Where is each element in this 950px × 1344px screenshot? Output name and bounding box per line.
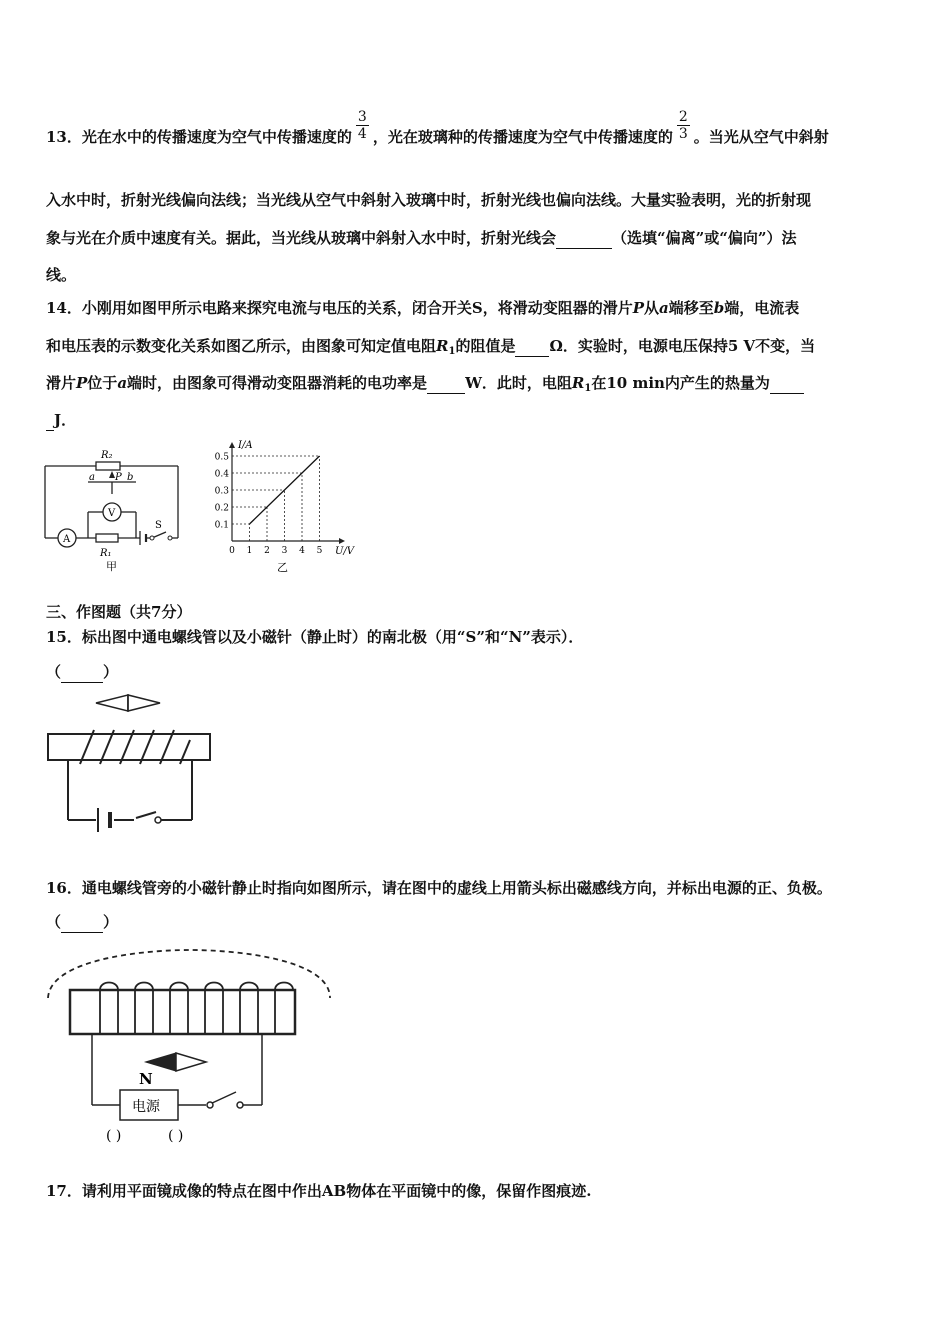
y-tick-label-4: 0.5 [214,452,229,463]
x-axis-arrow [339,538,345,544]
q13-answer-blank[interactable] [556,228,612,249]
q14-line2 [46,336,904,362]
x-tick-label-0: 0 [229,546,235,556]
switch-contact-right [168,536,172,540]
label-a-meter: A [63,534,71,545]
polarity-paren-right[interactable]: ( ) [168,1128,184,1144]
q14-l2-r: R [436,337,449,355]
power-source-label: 电源 [132,1099,160,1115]
y-axis-label: I/A [238,440,253,451]
q13-line3 [46,228,904,249]
q16-answer-close: ） [103,913,119,931]
q14-l3-c: 端时，由图象可得滑动变阻器消耗的电功率是 [127,374,428,392]
label-a: a [89,472,95,483]
q14-l2-r-sub: 1 [448,346,456,357]
solenoid-core [48,734,210,760]
q14-l2-b: 的阻值是 [455,337,516,355]
switch-contact-left [150,536,154,540]
frac2-numerator: 2 [678,108,688,125]
q13-line1 [46,108,904,147]
q14-l3-r: R [571,374,585,392]
r2-resistor [96,462,120,470]
q16-answer-blank[interactable] [61,912,103,933]
switch-contact-right [237,1102,243,1108]
q14-l1-p: P [632,299,644,317]
q14-line1 [46,298,904,318]
q14-l3-b: 位于 [87,374,118,392]
q14-l2-a: 和电压表的示数变化关系如图乙所示，由图象可知定值电阻 [46,337,437,355]
x-tick-label-2: 2 [264,546,270,556]
label-s: S [155,520,162,531]
y-axis-arrow [229,442,235,448]
q14-l1-b-end: b [713,299,725,317]
x-tick-label-1: 1 [246,546,253,556]
label-b: b [127,472,134,483]
switch-contact-left [207,1102,213,1108]
q14-l4: J． [54,411,77,429]
q13-fraction-2-3 [677,109,690,142]
q16-answer-open: （ [46,913,62,931]
label-p: P [115,472,122,483]
x-axis-label: U/V [335,546,355,557]
label-v: V [108,508,116,519]
q14-power-blank[interactable] [427,373,465,394]
q14-l3-e: 在10 min内产生的热量为 [591,374,770,392]
q14-l2-c: Ω．实验时，电源电压保持5 V不变，当 [549,337,816,355]
q14-l1-d: 端，电流表 [724,299,800,317]
q15-answer-open: （ [46,663,62,681]
q14-l3-p: P [76,374,88,392]
r1-resistor [96,534,118,542]
section3-title: 三、作图题（共7分） [46,603,192,621]
x-tick-label-5: 5 [316,546,323,556]
y-tick-label-3: 0.4 [214,469,229,480]
q13-line3-a: 象与光在介质中速度有关。据此，当光线从玻璃中斜射入水中时，折射光线会 [46,229,557,247]
q14-line3 [46,373,904,399]
frac1-denominator: 4 [357,125,367,142]
q14-l3-a: 滑片 [46,374,77,392]
q14-heat-blank-b[interactable] [46,410,54,431]
magnetic-needle [146,1053,206,1071]
q13-line1-b: ，光在玻璃种的传播速度为空气中传播速度的 [372,128,673,146]
q13-line1-c: 。当光从空气中斜射 [693,128,829,146]
frac2-denominator: 3 [678,125,688,142]
q13-line2: 入水中时，折射光线偏向法线；当光线从空气中斜射入玻璃中时，折射光线也偏向法线。大量实验表明，光的折射现 [46,191,812,209]
q13-line3-b: （选填“偏离”或“偏向”）法 [612,229,797,247]
q14-l3-a-end: a [117,374,128,392]
q14-l1-b: 从 [644,299,660,317]
frac1-numerator: 3 [357,108,367,125]
needle-n-label: N [139,1070,153,1088]
q14-heat-blank-a[interactable] [770,373,804,394]
y-tick-label-0: 0.1 [214,520,229,531]
q14-l3-r-sub: 1 [584,383,592,394]
q14-circuit-diagram [40,446,190,574]
q14-line4 [46,410,904,431]
q14-iu-graph [205,436,355,576]
q15-answer-close: ） [103,663,119,681]
q14-l1-a-end: a [659,299,669,317]
q16-text: 16．通电螺线管旁的小磁针静止时指向如图所示，请在图中的虚线上用箭头标出磁感线方向，并标出电源的正、负极。 [46,879,832,897]
label-r1: R₁ [100,548,112,559]
q15-answer-blank[interactable] [61,662,103,683]
magnetic-needle [96,695,160,711]
q13-line4: 线。 [46,266,77,284]
q13-fraction-3-4 [356,109,369,142]
label-r2: R₂ [101,450,113,461]
x-tick-label-4: 4 [299,546,305,556]
switch-contact [155,817,161,823]
q16-solenoid-diagram [40,940,340,1150]
x-tick-label-3: 3 [281,546,288,556]
q13-line1-a: 13．光在水中的传播速度为空气中传播速度的 [46,128,352,146]
q15-solenoid-diagram [40,690,220,835]
q17-text: 17．请利用平面镜成像的特点在图中作出AB物体在平面镜中的像，保留作图痕迹. [46,1182,592,1200]
q14-l1-c: 端移至 [668,299,714,317]
q16-answer [46,912,904,933]
q15-text: 15．标出图中通电螺线管以及小磁针（静止时）的南北极（用“S”和“N”表示）． [46,628,584,646]
solenoid-core [70,990,295,1034]
polarity-paren-left[interactable]: ( ) [106,1128,122,1144]
y-tick-label-1: 0.2 [214,503,229,514]
q14-resistance-blank[interactable] [515,336,549,357]
caption-yi: 乙 [277,561,288,574]
q14-l1-a: 14．小刚用如图甲所示电路来探究电流与电压的关系，闭合开关S，将滑动变阻器的滑片 [46,299,633,317]
q14-l3-d: W．此时，电阻 [465,374,572,392]
caption-jia: 甲 [106,560,117,573]
q15-answer [46,662,904,683]
y-tick-label-2: 0.3 [214,486,229,497]
